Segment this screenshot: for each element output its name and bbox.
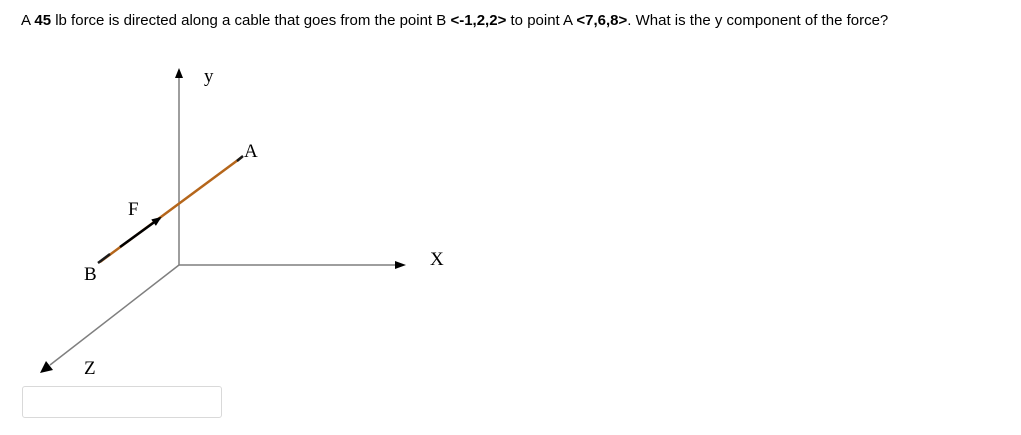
z-axis bbox=[50, 265, 179, 365]
answer-input[interactable] bbox=[22, 386, 222, 418]
z-axis-arrowhead bbox=[40, 361, 53, 373]
label-f: F bbox=[128, 199, 139, 220]
x-axis-arrowhead bbox=[395, 261, 406, 269]
question-part2: lb force is directed along a cable that goes from the point B bbox=[51, 12, 451, 29]
y-axis-arrowhead bbox=[175, 68, 183, 78]
question-part3: to point A bbox=[506, 12, 577, 29]
force-magnitude: 45 bbox=[34, 12, 52, 29]
point-b-coords: <-1,2,2> bbox=[450, 12, 507, 29]
label-a: A bbox=[244, 141, 258, 162]
label-z: Z bbox=[84, 358, 96, 379]
point-a-coords: <7,6,8> bbox=[576, 12, 628, 29]
label-x: X bbox=[430, 249, 444, 270]
label-b: B bbox=[84, 264, 97, 285]
label-y: y bbox=[204, 66, 214, 87]
cable-end-b bbox=[98, 254, 110, 263]
question-prefix: A bbox=[21, 12, 35, 29]
question-part4: . What is the y component of the force? bbox=[627, 12, 889, 29]
force-arrow bbox=[120, 218, 160, 247]
